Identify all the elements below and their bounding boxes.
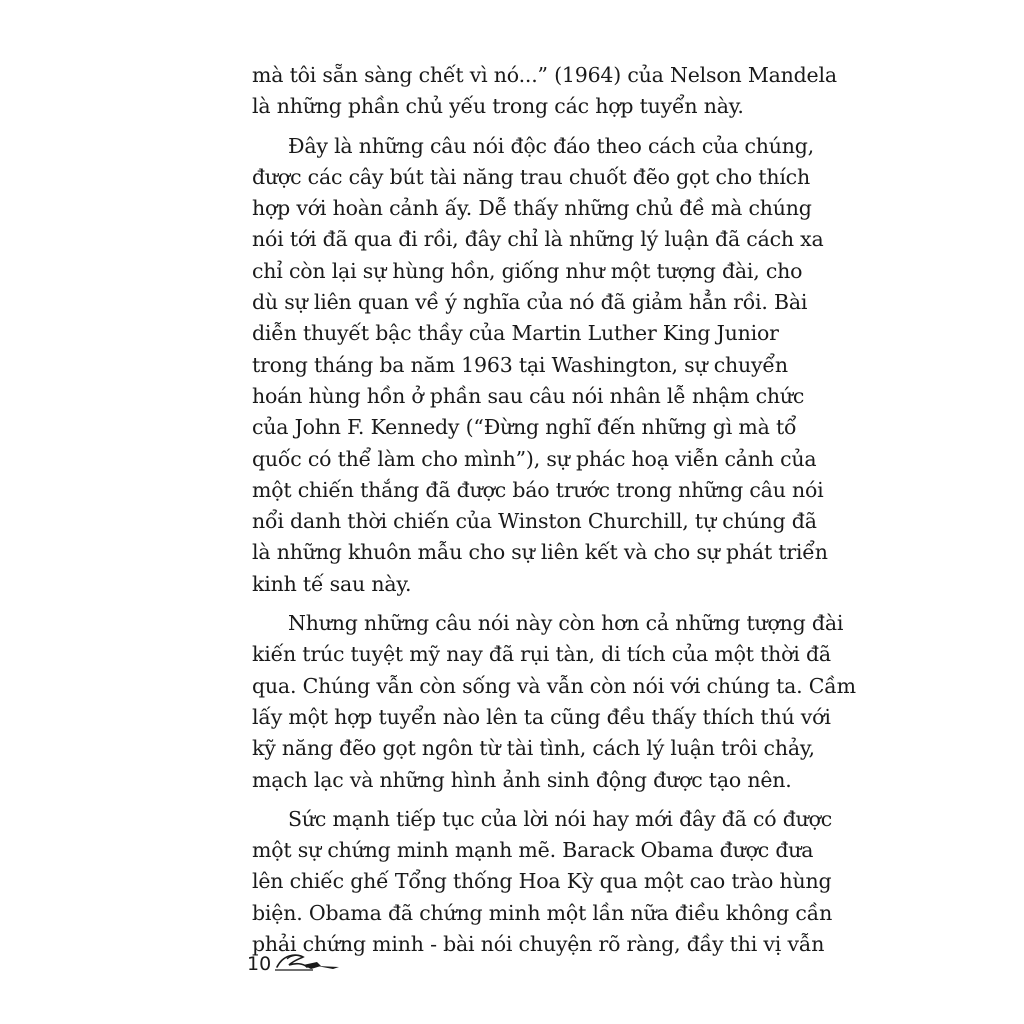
text-line: quốc có thể làm cho mình”), sự phác hoạ viễn cảnh của [252,446,817,471]
text-line: nói tới đã qua đi rồi, đây chỉ là những lý luận đã cách xa [252,227,824,252]
paragraph [252,804,833,960]
text-line: kiến trúc tuyệt mỹ nay đã rụi tàn, di tích của một thời đã [252,642,831,667]
text-line: hoán hùng hồn ở phần sau câu nói nhân lễ nhậm chức [252,383,805,408]
text-line: lên chiếc ghế Tổng thống Hoa Kỳ qua một cao trào hùng [252,869,832,894]
text-line: hợp với hoàn cảnh ấy. Dễ thấy những chủ đề mà chúng [252,196,812,221]
text-line: phải chứng minh - bài nói chuyện rõ ràng, đầy thi vị vẫn [252,932,825,957]
text-line: một chiến thắng đã được báo trước trong những câu nói [252,477,824,502]
text-line: được các cây bút tài năng trau chuốt đẽo gọt cho thích [252,164,810,189]
text-line: dù sự liên quan về ý nghĩa của nó đã giảm hẳn rồi. Bài [252,290,808,315]
text-line: nổi danh thời chiến của Winston Churchill, tự chúng đã [252,509,817,534]
page-footer [247,944,343,974]
text-line: diễn thuyết bậc thầy của Martin Luther King Junior [252,321,779,346]
text-line: một sự chứng minh mạnh mẽ. Barack Obama được đưa [252,838,814,863]
paragraph [252,60,837,123]
body-text [252,60,856,960]
text-line: kỹ năng đẽo gọt ngôn từ tài tình, cách lý luận trôi chảy, [252,736,815,761]
text-line: là những khuôn mẫu cho sự liên kết và cho sự phát triển [252,540,828,565]
paragraph-gap [252,600,774,608]
text-line: trong tháng ba năm 1963 tại Washington, sự chuyển [252,352,788,377]
text-line: Nhưng những câu nói này còn hơn cả những tượng đài [288,611,844,636]
text-line: Sức mạnh tiếp tục của lời nói hay mới đây đã có được [288,806,833,831]
text-line: mà tôi sẵn sàng chết vì nó...” (1964) của Nelson Mandela [252,63,837,87]
text-line: là những phần chủ yếu trong các hợp tuyển này. [252,94,744,119]
text-line: biện. Obama đã chứng minh một lần nữa điều không cần [252,900,833,925]
text-line: qua. Chúng vẫn còn sống và vẫn còn nói với chúng ta. Cầm [252,673,856,698]
text-line: Đây là những câu nói độc đáo theo cách của chúng, [288,133,815,158]
page-number: 10 [247,953,272,975]
text-line: của John F. Kennedy (“Đừng nghĩ đến những gì mà tổ [252,415,797,440]
text-line: lấy một hợp tuyển nào lên ta cũng đều thấy thích thú với [252,704,831,729]
text-line: chỉ còn lại sự hùng hồn, giống như một tượng đài, cho [252,258,803,283]
text-line: mạch lạc và những hình ảnh sinh động được tạo nên. [252,767,792,792]
paragraph-gap [252,796,774,804]
text-line: kinh tế sau này. [252,571,412,596]
quill-pen-icon [273,951,343,973]
paragraph [252,608,856,796]
paragraph [252,131,828,600]
paragraph-gap [252,123,774,131]
